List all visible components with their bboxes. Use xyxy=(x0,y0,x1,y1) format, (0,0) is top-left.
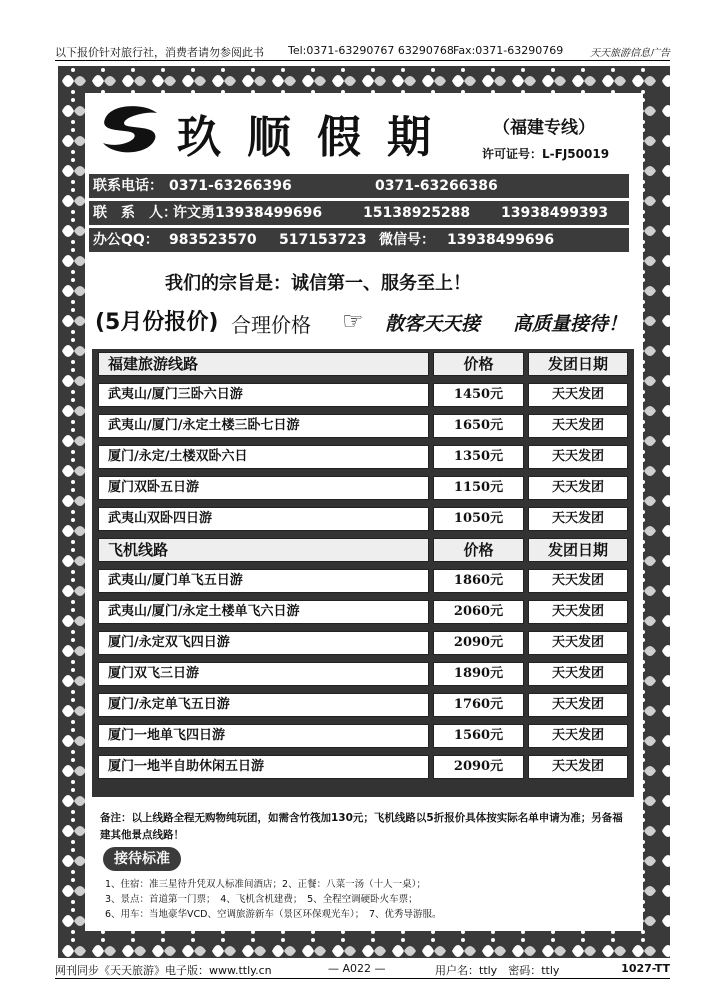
source-text: 天天旅游信息广告 xyxy=(590,48,670,59)
header-date: 发团日期 xyxy=(528,538,628,562)
date-cell: 天天发团 xyxy=(528,755,628,779)
date-cell: 天天发团 xyxy=(528,631,628,655)
contact-phone-bar xyxy=(89,174,629,198)
price-cell: 1450元 xyxy=(433,383,524,407)
price-cell: 1650元 xyxy=(433,414,524,438)
bottom-info-bar xyxy=(55,962,670,979)
price-cell: 2090元 xyxy=(433,631,524,655)
qq-2: 517153723 xyxy=(279,232,367,248)
fujian-header-row xyxy=(98,349,628,377)
header-route: 福建旅游线路 xyxy=(98,352,429,376)
mobile-2: 15138925288 xyxy=(363,205,471,221)
price-cell: 2060元 xyxy=(433,600,524,624)
company-logo xyxy=(97,103,163,157)
site-text: 网刊同步《天天旅游》电子版：www.ttly.cn xyxy=(55,964,272,977)
route-cell: 厦门/永定双飞四日游 xyxy=(98,631,429,655)
license-number: 许可证号：L-FJ50019 xyxy=(482,147,610,161)
table-row xyxy=(98,504,628,532)
qq-1: 983523570 xyxy=(169,232,257,248)
header-route: 飞机线路 xyxy=(98,538,429,562)
phone-2: 0371-63266386 xyxy=(375,178,498,194)
route-cell: 厦门一地单飞四日游 xyxy=(98,724,429,748)
person-label: 联 系 人： xyxy=(93,205,177,221)
header-price: 价格 xyxy=(433,538,524,562)
route-cell: 厦门双卧五日游 xyxy=(98,476,429,500)
contact-qq-bar xyxy=(89,228,629,252)
table-row xyxy=(98,721,628,749)
standards-list xyxy=(105,877,625,922)
standards-badge: 接待标准 xyxy=(103,847,181,871)
table-row xyxy=(98,566,628,594)
wechat-id: 13938499696 xyxy=(447,232,555,248)
date-cell: 天天发团 xyxy=(528,476,628,500)
price-cell: 1760元 xyxy=(433,693,524,717)
price-cell: 1860元 xyxy=(433,569,524,593)
table-row xyxy=(98,473,628,501)
fair-price: 合理价格 xyxy=(231,313,311,337)
table-row xyxy=(98,597,628,625)
header-price: 价格 xyxy=(433,352,524,376)
fax-text: Fax:0371-63290769 xyxy=(453,44,564,57)
header-date: 发团日期 xyxy=(528,352,628,376)
mobile-3: 13938499393 xyxy=(501,205,609,221)
route-cell: 厦门一地半自助休闲五日游 xyxy=(98,755,429,779)
price-cell: 1890元 xyxy=(433,662,524,686)
wechat-label: 微信号： xyxy=(379,232,435,248)
page-number: — A022 — xyxy=(328,962,386,975)
date-cell: 天天发团 xyxy=(528,569,628,593)
phone-1: 0371-63266396 xyxy=(169,178,292,194)
quality-reception: 高质量接待！ xyxy=(513,313,628,335)
price-cell: 1150元 xyxy=(433,476,524,500)
login-text: 用户名：ttly 密码：ttly xyxy=(435,964,560,977)
table-row xyxy=(98,659,628,687)
content-panel xyxy=(85,93,643,931)
table-row xyxy=(98,411,628,439)
brand-name: 玖顺假期 xyxy=(177,112,457,163)
line-tag: （福建专线） xyxy=(493,118,595,138)
route-cell: 厦门/永定单飞五日游 xyxy=(98,693,429,717)
flight-header-row xyxy=(98,535,628,563)
date-cell: 天天发团 xyxy=(528,600,628,624)
route-cell: 厦门双飞三日游 xyxy=(98,662,429,686)
price-cell: 2090元 xyxy=(433,755,524,779)
decorative-frame xyxy=(58,66,670,958)
route-cell: 武夷山双卧四日游 xyxy=(98,507,429,531)
table-row xyxy=(98,380,628,408)
phone-label: 联系电话： xyxy=(93,178,163,194)
table-row xyxy=(98,690,628,718)
route-cell: 武夷山/厦门单飞五日游 xyxy=(98,569,429,593)
standards-line: 1、住宿：准三星待升凭双人标准间酒店；2、正餐：八菜一汤（十人一桌）； xyxy=(105,879,426,890)
contact-person-bar xyxy=(89,201,629,225)
issue-code: 1027-TT xyxy=(621,962,670,975)
top-info-bar xyxy=(55,44,670,61)
price-cell: 1350元 xyxy=(433,445,524,469)
table-row xyxy=(98,752,628,780)
tel-text: Tel:0371-63290767 63290768 xyxy=(288,44,454,57)
standards-line: 6、用车：当地豪华VCD、空调旅游新车（景区环保观光车）； 7、优秀导游服。 xyxy=(105,909,442,920)
route-cell: 武夷山/厦门三卧六日游 xyxy=(98,383,429,407)
route-cell: 武夷山/厦门/永定土楼单飞六日游 xyxy=(98,600,429,624)
price-table xyxy=(92,349,634,797)
date-cell: 天天发团 xyxy=(528,383,628,407)
promo-line xyxy=(95,305,635,339)
month-quote: (5月份报价) xyxy=(95,310,219,335)
date-cell: 天天发团 xyxy=(528,693,628,717)
date-cell: 天天发团 xyxy=(528,662,628,686)
remark-note: 备注：以上线路全程无购物纯玩团，如需含竹筏加130元；飞机线路以5折报价具体按实际名单申请为准；另备福建其他景点线路！ xyxy=(100,812,623,841)
motto: 我们的宗旨是：诚信第一、服务至上！ xyxy=(165,273,471,294)
standards-line: 3、景点：首道第一门票； 4、飞机含机建费； 5、全程空调硬卧火车票； xyxy=(105,894,418,905)
route-cell: 厦门/永定/土楼双卧六日 xyxy=(98,445,429,469)
person-phone: 许文勇13938499696 xyxy=(173,205,323,221)
price-cell: 1560元 xyxy=(433,724,524,748)
disclaimer-text: 以下报价针对旅行社，消费者请勿参阅此书 xyxy=(55,46,264,59)
price-cell: 1050元 xyxy=(433,507,524,531)
qq-label: 办公QQ： xyxy=(93,232,159,248)
table-row xyxy=(98,442,628,470)
date-cell: 天天发团 xyxy=(528,507,628,531)
date-cell: 天天发团 xyxy=(528,445,628,469)
daily-reception: 散客天天接 xyxy=(385,313,481,335)
pointing-hand-icon: ☞ xyxy=(342,307,364,335)
table-row xyxy=(98,628,628,656)
date-cell: 天天发团 xyxy=(528,414,628,438)
route-cell: 武夷山/厦门/永定土楼三卧七日游 xyxy=(98,414,429,438)
date-cell: 天天发团 xyxy=(528,724,628,748)
